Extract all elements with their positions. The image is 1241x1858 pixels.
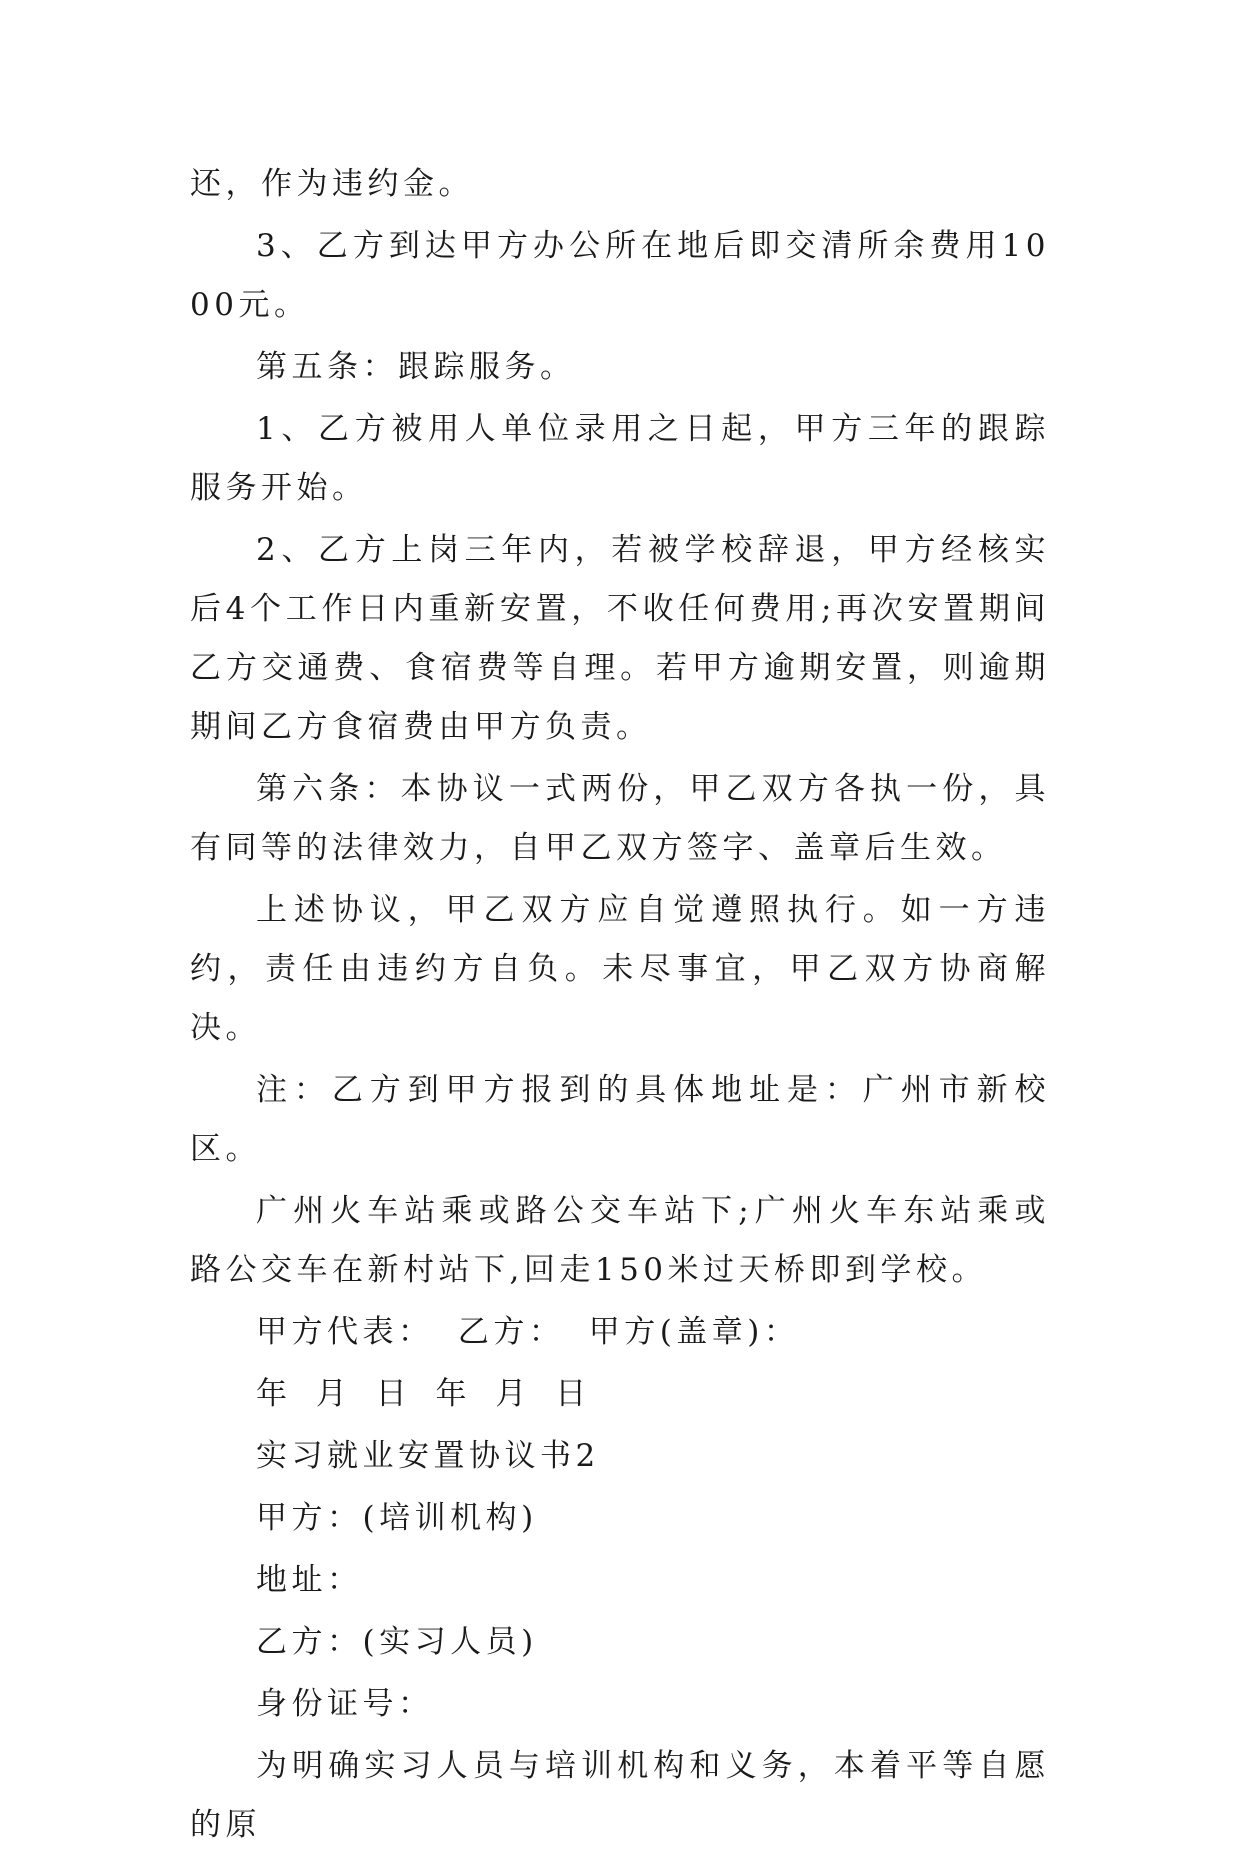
paragraph-tracking-start: 1、乙方被用人单位录用之日起，甲方三年的跟踪服务开始。 — [190, 411, 1050, 506]
document-body — [190, 155, 1050, 1858]
address-field: 地址： — [256, 1562, 363, 1598]
paragraph-penalty-end: 还，作为违约金。 — [190, 166, 474, 202]
signature-line: 甲方代表： 乙方： 甲方(盖章)： — [256, 1314, 800, 1350]
id-number-field: 身份证号： — [256, 1686, 434, 1722]
paragraph-note-address: 注：乙方到甲方报到的具体地址是：广州市新校区。 — [190, 1072, 1050, 1167]
paragraph-purpose: 为明确实习人员与培训机构和义务，本着平等自愿的原 — [190, 1748, 1050, 1843]
article-six-paragraph: 第六条：本协议一式两份，甲乙双方各执一份，具有同等的法律效力，自甲乙双方签字、盖章后生效。 — [190, 771, 1050, 866]
date-line: 年 月 日 年 月 日 — [256, 1376, 591, 1412]
paragraph-fee-payment: 3、乙方到达甲方办公所在地后即交清所余费用1000元。 — [190, 228, 1050, 323]
party-a-field: 甲方：(培训机构) — [256, 1500, 538, 1536]
party-b-field: 乙方：(实习人员) — [256, 1624, 538, 1660]
agreement-two-title: 实习就业安置协议书2 — [256, 1438, 600, 1474]
article-five-heading: 第五条：跟踪服务。 — [256, 349, 576, 385]
paragraph-directions: 广州火车站乘或路公交车站下;广州火车东站乘或路公交车在新村站下,回走150米过天桥即到学校。 — [190, 1193, 1050, 1288]
paragraph-compliance: 上述协议，甲乙双方应自觉遵照执行。如一方违约，责任由违约方自负。未尽事宜，甲乙双方协商解决。 — [190, 892, 1050, 1046]
paragraph-reassignment: 2、乙方上岗三年内，若被学校辞退，甲方经核实后4个工作日内重新安置，不收任何费用;再次安置期间乙方交通费、食宿费等自理。若甲方逾期安置，则逾期期间乙方食宿费由甲方负责。 — [190, 532, 1050, 745]
